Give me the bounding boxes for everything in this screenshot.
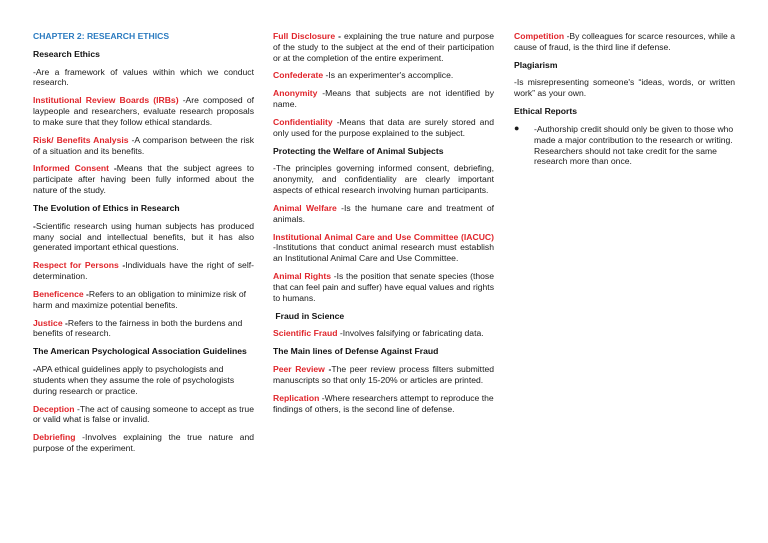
defense-heading: The Main lines of Defense Against Fraud xyxy=(273,346,439,357)
respect-entry xyxy=(33,260,254,282)
irb-entry xyxy=(33,95,254,127)
irb-definition: -Are composed of laypeople and researchers, evaluate research proposals to make sure that they follow ethical standards. xyxy=(33,95,254,127)
competition-entry xyxy=(514,31,735,53)
evolution-entry xyxy=(33,221,254,253)
bullet-icon: ● xyxy=(514,122,520,133)
risk-definition: -A comparison between the risk of a situation and its benefits. xyxy=(33,134,255,156)
consent-entry xyxy=(33,163,254,195)
peer-term: Peer Review xyxy=(273,364,325,375)
plagiarism-text: -Is misrepresenting someone's “ideas, words, or written work” as your own. xyxy=(514,77,735,99)
debriefing-term: Debriefing xyxy=(33,432,76,443)
deception-term: Deception xyxy=(33,403,75,414)
beneficence-dash: - xyxy=(83,288,89,299)
confidentiality-entry xyxy=(273,117,494,139)
justice-definition: Refers to the fairness in both the burdens and benefits of research. xyxy=(33,317,243,339)
confidentiality-definition: -Means that data are surely stored and only used for the purpose explained to the subject. xyxy=(273,116,494,138)
evolution-text: Scientific research using human subjects has produced many social and intellectual benefits, but it has also generated important ethical questions. xyxy=(33,220,254,253)
welfare-definition: -Is the humane care and treatment of animals. xyxy=(273,202,494,224)
column-2 xyxy=(273,31,494,421)
consent-term: Informed Consent xyxy=(33,163,110,174)
welfare-entry xyxy=(273,203,494,225)
apa-dash: - xyxy=(33,364,36,375)
justice-dash: - xyxy=(62,317,68,328)
sci-fraud-definition: -Involves falsifying or fabricating data. xyxy=(337,328,484,339)
anonymity-definition: -Means that subjects are not identified by name. xyxy=(273,88,494,110)
disclosure-entry xyxy=(273,31,494,63)
disclosure-dash: - xyxy=(335,31,344,41)
consent-dash: - xyxy=(109,163,117,174)
anonymity-term: Anonymity xyxy=(273,88,318,99)
confederate-definition: -Is an experimenter's accomplice. xyxy=(323,70,454,81)
welfare-term: Animal Welfare xyxy=(273,202,337,213)
peer-definition: The peer review process filters submitted manuscripts so that only 15-20% or articles are printed. xyxy=(273,364,495,385)
irb-term: Institutional Review Boards (IRBs) xyxy=(33,95,179,106)
rights-definition: -Is the position that senate species (those that can feel pain and suffer) have equal values and rights to humans. xyxy=(273,271,494,303)
rights-entry xyxy=(273,271,494,303)
evolution-dash: - xyxy=(33,220,36,231)
risk-term: Risk/ Benefits Analysis xyxy=(33,134,129,145)
iacuc-entry xyxy=(273,232,494,264)
replication-term: Replication xyxy=(273,392,320,403)
replication-entry xyxy=(273,393,494,415)
respect-dash: - xyxy=(118,260,126,271)
iacuc-term: Institutional Animal Care and Use Committee (IACUC) xyxy=(273,231,494,242)
confederate-term: Confederate xyxy=(273,70,324,81)
beneficence-entry xyxy=(33,289,254,311)
deception-entry xyxy=(33,404,254,426)
authorship-bullet xyxy=(514,124,735,167)
competition-term: Competition xyxy=(514,31,565,41)
disclosure-term: Full Disclosure xyxy=(273,31,336,41)
competition-definition: -By colleagues for scarce resources, while a cause of fraud, is the third line if defense. xyxy=(514,31,735,52)
research-ethics-heading: Research Ethics xyxy=(33,48,100,59)
plagiarism-heading: Plagiarism xyxy=(514,59,558,70)
beneficence-definition: Refers to an obligation to minimize risk of harm and maximize potential benefits. xyxy=(33,288,247,310)
confidentiality-term: Confidentiality xyxy=(273,116,333,127)
evolution-heading: The Evolution of Ethics in Research xyxy=(33,202,180,213)
confederate-entry xyxy=(273,70,494,81)
research-ethics-text: -Are a framework of values within which we conduct research. xyxy=(33,66,254,88)
beneficence-term: Beneficence xyxy=(33,288,84,299)
anonymity-entry xyxy=(273,88,494,110)
column-1 xyxy=(33,31,254,461)
debriefing-entry xyxy=(33,432,254,454)
deception-definition: -The act of causing someone to accept as true or valid what is false or invalid. xyxy=(33,403,254,425)
peer-dash: - xyxy=(324,364,332,375)
chapter-title: CHAPTER 2: RESEARCH ETHICS xyxy=(33,31,170,41)
apa-text: APA ethical guidelines apply to psychologists and students when they assume the role of psychologists during research or practice. xyxy=(33,364,235,396)
disclosure-definition: explaining the true nature and purpose of the study to the subject at the end of their participation or at the completion of the entire experiment. xyxy=(273,31,495,63)
debriefing-definition: -Involves explaining the true nature and purpose of the experiment. xyxy=(33,432,254,454)
iacuc-definition: -Institutions that conduct animal research must establish an Institutional Animal Care and Use Committee. xyxy=(273,242,494,264)
sci-fraud-entry xyxy=(273,328,494,339)
peer-entry xyxy=(273,364,494,386)
animal-heading: Protecting the Welfare of Animal Subjects xyxy=(273,145,444,156)
ethical-reports-heading: Ethical Reports xyxy=(514,106,578,117)
risk-entry xyxy=(33,135,254,157)
apa-entry xyxy=(33,364,254,396)
fraud-heading: Fraud in Science xyxy=(273,310,345,321)
replication-definition: -Where researchers attempt to reproduce the findings of others, is the second line of defense. xyxy=(273,392,494,414)
authorship-text: -Authorship credit should only be given to those who made a major contribution to the research or writing. Researchers should not take credit for the same research more than once. xyxy=(534,123,734,167)
column-3 xyxy=(514,31,735,174)
consent-definition: Means that the subject agrees to participate after having been fully informed about the nature of the study. xyxy=(33,163,255,196)
apa-heading: The American Psychological Association Guidelines xyxy=(33,346,247,357)
animal-text: -The principles governing informed consent, debriefing, anonymity, and confidentiality are clearly important aspects of ethical research involving human participants. xyxy=(273,163,494,196)
justice-term: Justice xyxy=(33,317,63,328)
sci-fraud-term: Scientific Fraud xyxy=(273,328,338,339)
respect-term: Respect for Persons xyxy=(33,260,119,271)
justice-entry xyxy=(33,318,254,340)
rights-term: Animal Rights xyxy=(273,271,332,282)
respect-definition: Individuals have the right of self-determination. xyxy=(33,260,254,282)
